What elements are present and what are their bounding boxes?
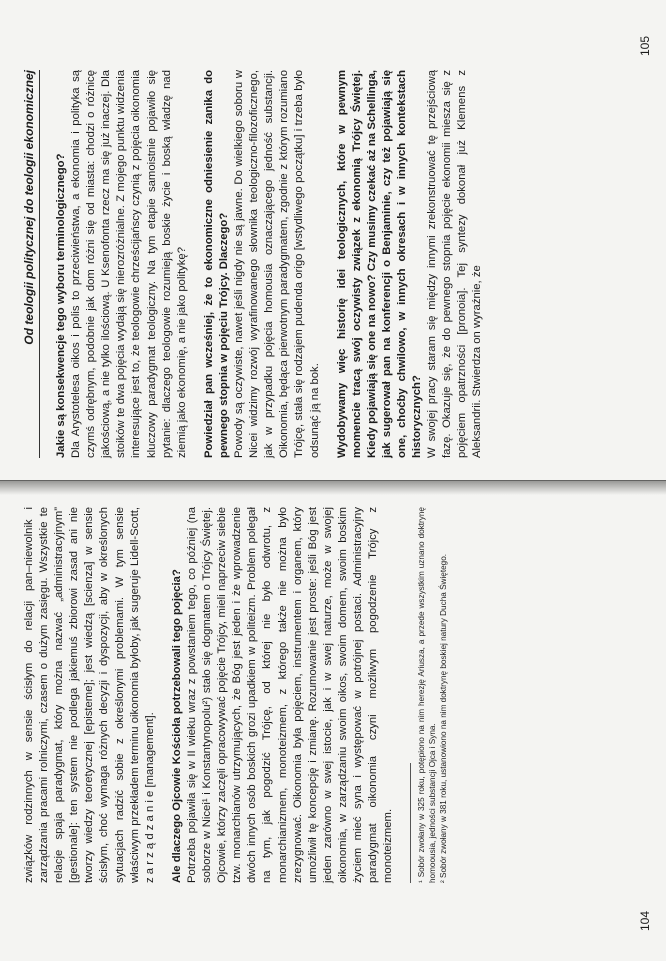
interview-answer: Potrzeba pojawiła się w II wieku wraz z powstaniem tego, co później (na soborze w Nicei¹ i Konstantynopolu²) stało się dogmatem o Trójcy Świętej. Ojcowie, którzy zaczęli opracowywać pojęcie Trójcy, mieli naprzeciw siebie tzw. monarchianów utrzymujących, że Bóg jest jeden i że wprowadzenie dwóch innych osób boskich grozi upadkiem w politeizm. Problem polegał na tym, jak pogodzić Trójcę, od której nie było odwrotu, z monarchianizmem, monoteizmem, z którego także nie można było zrezygnować. Oikonomia była pojęciem, instrumentem i organem, który umożliwił tę koncepcję i zmianę. Rozumowanie jest proste: jeśli Bóg jest jeden zarówno w swej istocie, jak i w swej naturze, może w swojej oikonomia, w zarządzaniu swoim oikos, swoim domem, swoim boskim życiem mieć syna i występować w potrójnej postaci. Administracyjny paradygmat oikonomia czyni możliwym pogodzenie Trójcy z monoteizmem. bbox=[185, 507, 395, 883]
footnote: ² Sobór zwołany w 381 roku, ustanowiono na nim doktrynę boskiej natury Ducha Świętego. bbox=[439, 553, 449, 883]
interview-question: Wydobywamy więc historię idei teologicznych, które w pewnym momencie tracą swój oczywisty związek z ekonomią Trójcy Świętej. Kiedy pojawiają się one na nowo? Czy musimy czekać aż na Schellinga, jak sugerował pan na konferencji o Benjaminie, czy też pojawiają się one, choćby chwilowo, w innych okresach i w innych kontekstach historycznych? bbox=[335, 70, 424, 458]
interview-answer: Powody są oczywiste, nawet jeśli nigdy nie są jawne. Do wielkiego soboru w Nicei widzimy rozwój wyrafinowanego słownika teologiczno-filozoficznego, jak w przypadku pojęcia homousia oznaczającego jedność substancji. Oikonomia, będąca pierwotnym paradygmatem, zgodnie z którym rozumiano Trójcę, stała się rodzajem pudenda origo [wstydliwego początku] i trzeba było odsunąć ją na bok. bbox=[233, 70, 321, 458]
footnote: ¹ Sobór zwołany w 325 roku, potępiono na nim herezję Ariusza, a przede wszystkim uznano doktrynę homoousia, jedności substancji Ojca i Syna. bbox=[417, 507, 438, 883]
page-number: 104 bbox=[638, 910, 652, 931]
running-head: Od teologii politycznej do teologii ekonomicznej bbox=[22, 70, 40, 458]
interview-question: Ale dlaczego Ojcowie Kościoła potrzebowali tego pojęcia? bbox=[170, 569, 183, 883]
left-page bbox=[0, 481, 666, 961]
right-page bbox=[0, 0, 666, 480]
interview-question: Powiedział pan wcześniej, że to ekonomiczne odniesienie zanika do pewnego stopnia w pojęciu Trójcy. Dlaczego? bbox=[202, 70, 230, 458]
interview-answer: Dla Arystotelesa oikos i polis to przeciwieństwa, a ekonomia i polityka są czymś odrębnym, podobnie jak dom różni się od miasta: chodzi o różnicę jakościową, a nie tylko ilościową. U Ksenofonta rzecz ma się już inaczej. Dla stoików te dwa pojęcia wydają się nierozróżnialne. Z mojego punktu widzenia interesujące jest to, że teologowie chrześcijańscy czynią z pojęcia oikonomia kluczowy paradygmat teologiczny. Na tym etapie samoistnie pojawiło się pytanie: dlaczego teologowie rozumieją boskie życie i boską władzę nad ziemią jako ekonomię, a nie jako politykę? bbox=[70, 70, 188, 458]
interview-question: Jakie są konsekwencje tego wyboru terminologicznego? bbox=[55, 153, 67, 458]
page-number: 105 bbox=[638, 36, 652, 57]
paragraph: związków rodzinnych w sensie ścisłym do relacji pan–niewolnik i zarządzania pracami rolniczymi, czasem o dużym zasięgu. Wszystkie te relacje spaja paradygmat, który można nazwać „administracyjnym” [gestionale]: ten system nie podlega jakiemuś zbiorowi zasad ani nie tworzy wiedzy teoretycznej [episteme]; jest wiedzą [scienza] w sensie ścisłym, choć wymaga różnych decyzji i dyspozycji, aby w określonych sytuacjach radzić sobie z określonymi problemami. W tym sensie właściwym przekładem terminu oikonomia byłoby, jak sugeruje Lidell-Scott, z a r z ą d z a n i e [management]. bbox=[23, 507, 156, 883]
footnote-rule bbox=[410, 763, 411, 883]
interview-answer: W swojej pracy staram się między innymi zrekonstruować tę przejściową fazę. Okazuje się, że do pewnego stopnia pojęcie ekonomii miesza się z pojęciem opatrzności [pronoia]. Tej syntezy dokonał już Klemens z Aleksandrii. Stwierdza on wyraźnie, że bbox=[426, 70, 484, 458]
